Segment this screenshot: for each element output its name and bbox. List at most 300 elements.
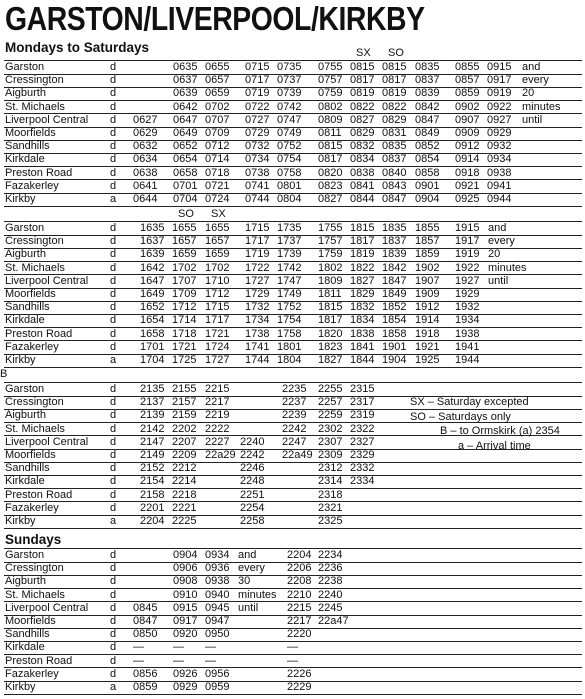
departure-time: 22a29 <box>205 449 236 461</box>
departure-time: 0839 <box>415 87 440 100</box>
arrive-depart-code: d <box>110 314 117 327</box>
frequency-note: every <box>488 235 515 248</box>
departure-time: 1801 <box>277 340 302 353</box>
departure-time: 0627 <box>133 113 158 126</box>
departure-time: 1932 <box>455 301 480 314</box>
arrive-depart-code: d <box>110 575 117 588</box>
frequency-note: 20 <box>488 248 501 261</box>
departure-time: 0847 <box>382 193 407 205</box>
departure-time: 0838 <box>350 166 375 179</box>
departure-time: 0758 <box>277 166 302 179</box>
departure-time: 2240 <box>318 588 343 601</box>
departure-time: 1815 <box>350 222 375 234</box>
departure-time: 1919 <box>455 248 480 261</box>
departure-time: 0652 <box>173 140 198 153</box>
arrive-depart-code: d <box>110 549 117 561</box>
departure-time: 0834 <box>350 153 375 166</box>
departure-time: 0859 <box>455 87 480 100</box>
departure-time: 0637 <box>173 74 198 87</box>
departure-time: 0845 <box>133 601 158 614</box>
arrive-depart-code: d <box>110 327 117 340</box>
departure-time: 1747 <box>277 274 302 287</box>
departure-time: 2225 <box>172 515 197 527</box>
departure-time: 1652 <box>140 301 165 314</box>
departure-time: 2307 <box>318 435 343 448</box>
departure-time: 1744 <box>245 354 270 366</box>
station-name: Cressington <box>5 562 64 575</box>
departure-time: — <box>205 641 216 654</box>
station-name: Fazakerley <box>5 340 59 353</box>
station-name: Moorfields <box>5 615 56 627</box>
departure-time: 0817 <box>350 74 375 87</box>
departure-time: 0815 <box>350 61 375 73</box>
departure-time: 2257 <box>318 396 343 409</box>
departure-time: — <box>205 654 216 667</box>
station-name: Aigburth <box>5 248 46 261</box>
departure-time: 2155 <box>172 383 197 395</box>
service-note-label: SO <box>178 208 194 220</box>
frequency-note: and <box>238 549 257 561</box>
departure-time: 1729 <box>245 288 270 300</box>
departure-time: 0938 <box>487 166 512 179</box>
departure-time: 0852 <box>415 140 440 153</box>
departure-time: 0635 <box>173 61 198 73</box>
departure-time: 1944 <box>455 354 480 366</box>
departure-time: 0908 <box>173 575 198 588</box>
station-name: Moorfields <box>5 449 56 461</box>
departure-time: 0701 <box>173 179 198 192</box>
station-name: Preston Road <box>5 654 73 667</box>
departure-time: 0729 <box>245 127 270 139</box>
departure-time: 0632 <box>133 140 158 153</box>
section-heading-sundays: Sundays <box>5 532 62 547</box>
arrive-depart-code: d <box>110 435 117 448</box>
departure-time: — <box>133 641 144 654</box>
row-divider <box>4 206 582 207</box>
departure-time: 2255 <box>318 383 343 395</box>
departure-time: 0915 <box>173 601 198 614</box>
departure-time: 0857 <box>455 74 480 87</box>
departure-time: 0734 <box>245 153 270 166</box>
departure-time: 1827 <box>350 274 375 287</box>
departure-time: 1829 <box>350 288 375 300</box>
departure-time: 0938 <box>205 575 230 588</box>
departure-time: 1649 <box>140 288 165 300</box>
departure-time: 1811 <box>318 288 342 300</box>
departure-time: 0920 <box>173 628 198 641</box>
arrive-depart-code: d <box>110 166 117 179</box>
departure-time: 0744 <box>245 193 270 205</box>
departure-time: 0658 <box>173 166 198 179</box>
departure-time: 1727 <box>245 274 270 287</box>
arrive-depart-code: d <box>110 74 117 87</box>
departure-time: 1819 <box>350 248 375 261</box>
departure-time: 1822 <box>350 261 375 274</box>
arrive-depart-code: d <box>110 383 117 395</box>
departure-time: 0754 <box>277 153 302 166</box>
departure-time: 0827 <box>350 113 375 126</box>
departure-time: 1738 <box>245 327 270 340</box>
departure-time: 2221 <box>172 501 197 514</box>
departure-time: 2159 <box>172 409 197 422</box>
departure-time: 2235 <box>282 383 307 395</box>
station-name: Garston <box>5 383 45 395</box>
arrive-depart-code: d <box>110 274 117 287</box>
departure-time: 2206 <box>287 562 312 575</box>
departure-time: 0837 <box>382 153 407 166</box>
row-divider <box>4 367 582 368</box>
station-name: St. Michaels <box>5 422 65 435</box>
service-note-label: SX <box>356 47 371 59</box>
departure-time: 2242 <box>282 422 307 435</box>
departure-time: 0659 <box>205 87 230 100</box>
departure-time: 0707 <box>205 113 230 126</box>
arrive-depart-code: d <box>110 562 117 575</box>
departure-time: 1655 <box>172 222 197 234</box>
departure-time: 2152 <box>140 462 165 475</box>
departure-time: 2215 <box>205 383 230 395</box>
arrive-depart-code: d <box>110 641 117 654</box>
departure-time: 1721 <box>205 327 230 340</box>
departure-time: 0737 <box>277 74 302 87</box>
departure-time: 1835 <box>382 222 407 234</box>
departure-time: 0907 <box>455 113 480 126</box>
departure-time: 2158 <box>140 488 165 501</box>
arrive-depart-code: d <box>110 488 117 501</box>
departure-time: 1857 <box>415 235 440 248</box>
departure-time: 2319 <box>350 409 375 422</box>
arrive-depart-code: d <box>110 179 117 192</box>
departure-time: 0801 <box>277 179 302 192</box>
departure-time: 0714 <box>205 153 230 166</box>
departure-time: 0927 <box>487 113 512 126</box>
departure-time: 1841 <box>350 340 375 353</box>
departure-time: 1657 <box>205 235 230 248</box>
departure-time: 0647 <box>173 113 198 126</box>
departure-time: 1901 <box>382 340 407 353</box>
departure-time: 1938 <box>455 327 480 340</box>
departure-time: 0901 <box>415 179 440 192</box>
departure-time: 0755 <box>318 61 343 73</box>
station-name: Kirkby <box>5 354 36 366</box>
departure-time: 1917 <box>455 235 480 248</box>
departure-time: 0641 <box>133 179 158 192</box>
departure-time: 0840 <box>382 166 407 179</box>
departure-time: 0657 <box>205 74 230 87</box>
departure-time: 22a49 <box>282 449 313 461</box>
departure-time: 0847 <box>133 615 158 627</box>
departure-time: 2214 <box>172 475 197 488</box>
departure-time: 1707 <box>172 274 197 287</box>
departure-time: 1912 <box>415 301 440 314</box>
departure-time: 1721 <box>172 340 197 353</box>
departure-time: 0704 <box>173 193 198 205</box>
departure-time: 1755 <box>318 222 343 234</box>
departure-time: 2254 <box>240 501 265 514</box>
departure-time: 2334 <box>350 475 375 488</box>
departure-time: 0819 <box>350 87 375 100</box>
legend-entry: SO – Saturdays only <box>410 410 511 423</box>
departure-time: 2139 <box>140 409 165 422</box>
departure-time: 2259 <box>318 409 343 422</box>
departure-time: 2247 <box>282 435 307 448</box>
departure-time: 2322 <box>350 422 375 435</box>
departure-time: 2149 <box>140 449 165 461</box>
departure-time: 1838 <box>350 327 375 340</box>
departure-time: 1839 <box>382 248 407 261</box>
departure-time: 1701 <box>140 340 165 353</box>
departure-time: 2312 <box>318 462 343 475</box>
arrive-depart-code: a <box>110 193 117 205</box>
frequency-note: until <box>522 113 543 126</box>
departure-time: 0921 <box>455 179 480 192</box>
departure-time: 0918 <box>455 166 480 179</box>
departure-time: 1859 <box>415 248 440 261</box>
departure-time: 2317 <box>350 396 375 409</box>
departure-time: 0718 <box>205 166 230 179</box>
departure-time: 0859 <box>133 681 158 693</box>
departure-time: 0945 <box>205 601 230 614</box>
departure-time: 1817 <box>318 314 343 327</box>
station-name: Kirkby <box>5 515 36 527</box>
departure-time: 0914 <box>455 153 480 166</box>
departure-time: 0757 <box>318 74 343 87</box>
departure-time: 0844 <box>350 193 375 205</box>
departure-time: 2154 <box>140 475 165 488</box>
station-name: Liverpool Central <box>5 113 89 126</box>
departure-time: 0749 <box>277 127 302 139</box>
departure-time: 0815 <box>318 140 343 153</box>
departure-time: 0655 <box>205 61 230 73</box>
departure-time: 1637 <box>140 235 165 248</box>
departure-time: 0925 <box>455 193 480 205</box>
departure-time: 2227 <box>205 435 230 448</box>
departure-time: 1855 <box>415 222 440 234</box>
departure-time: 1714 <box>172 314 197 327</box>
departure-time: 0904 <box>173 549 198 561</box>
departure-time: 2157 <box>172 396 197 409</box>
departure-time: 2217 <box>205 396 230 409</box>
departure-time: 1834 <box>350 314 375 327</box>
departure-time: 2258 <box>240 515 265 527</box>
row-divider <box>4 694 582 695</box>
departure-time: 0644 <box>133 193 158 205</box>
arrive-depart-code: d <box>110 654 117 667</box>
departure-time: 1854 <box>382 314 407 327</box>
departure-time: 0820 <box>318 166 343 179</box>
legend-entry: B – to Ormskirk (a) 2354 <box>440 425 560 437</box>
departure-time: 1717 <box>245 235 270 248</box>
departure-time: 1709 <box>172 288 197 300</box>
departure-time: 0909 <box>455 127 480 139</box>
station-name: Preston Road <box>5 488 73 501</box>
departure-time: 1735 <box>277 222 302 234</box>
arrive-depart-code: a <box>110 354 117 366</box>
departure-time: 1712 <box>205 288 230 300</box>
departure-time: 2215 <box>287 601 312 614</box>
station-name: Moorfields <box>5 288 56 300</box>
departure-time: 0802 <box>318 100 343 113</box>
station-name: Kirkdale <box>5 475 45 488</box>
departure-time: 0917 <box>487 74 512 87</box>
departure-time: 0642 <box>173 100 198 113</box>
departure-time: 1858 <box>382 327 407 340</box>
frequency-note: and <box>522 61 541 73</box>
frequency-note: every <box>522 74 549 87</box>
departure-time: 1657 <box>172 235 197 248</box>
station-name: Sandhills <box>5 301 50 314</box>
departure-time: — <box>133 654 144 667</box>
station-name: Fazakerley <box>5 179 59 192</box>
departure-time: 1847 <box>382 274 407 287</box>
departure-time: 0854 <box>415 153 440 166</box>
departure-time: 1758 <box>277 327 302 340</box>
arrive-depart-code: d <box>110 501 117 514</box>
row-divider <box>4 501 582 502</box>
arrive-depart-code: d <box>110 113 117 126</box>
departure-time: 1724 <box>205 340 230 353</box>
arrive-depart-code: a <box>110 515 117 527</box>
departure-time: 0831 <box>382 127 407 139</box>
departure-time: — <box>173 654 184 667</box>
departure-time: 2219 <box>205 409 230 422</box>
station-name: Aigburth <box>5 409 46 422</box>
departure-time: 2318 <box>318 488 343 501</box>
departure-time: 1832 <box>350 301 375 314</box>
departure-time: 0940 <box>205 588 230 601</box>
arrive-depart-code: d <box>110 449 117 461</box>
departure-time: 0956 <box>205 667 230 680</box>
arrive-depart-code: d <box>110 222 117 234</box>
station-name: Cressington <box>5 235 64 248</box>
departure-time: 2202 <box>172 422 197 435</box>
departure-time: 22a47 <box>318 615 349 627</box>
arrive-depart-code: a <box>110 681 117 693</box>
departure-time: 2327 <box>350 435 375 448</box>
departure-time: 2147 <box>140 435 165 448</box>
arrive-depart-code: d <box>110 628 117 641</box>
departure-time: 2222 <box>205 422 230 435</box>
departure-time: 1817 <box>350 235 375 248</box>
departure-time: 1742 <box>277 261 302 274</box>
departure-time: 2237 <box>282 396 307 409</box>
departure-time: 1717 <box>205 314 230 327</box>
departure-time: 0727 <box>245 113 270 126</box>
station-name: Sandhills <box>5 140 50 153</box>
departure-time: 2321 <box>318 501 343 514</box>
departure-time: — <box>173 641 184 654</box>
departure-time: 0719 <box>245 87 270 100</box>
departure-time: 0741 <box>245 179 270 192</box>
arrive-depart-code: d <box>110 140 117 153</box>
departure-time: 0912 <box>455 140 480 153</box>
departure-time: 2239 <box>282 409 307 422</box>
departure-time: 1918 <box>415 327 440 340</box>
station-name: St. Michaels <box>5 588 65 601</box>
departure-time: 1725 <box>172 354 197 366</box>
departure-time: 0843 <box>382 179 407 192</box>
departure-time: 0715 <box>245 61 270 73</box>
service-note-label: B <box>0 368 8 380</box>
station-name: Garston <box>5 61 45 73</box>
frequency-note: minutes <box>522 100 561 113</box>
departure-time: 1734 <box>245 314 270 327</box>
departure-time: 1759 <box>318 248 343 261</box>
departure-time: 1704 <box>140 354 165 366</box>
departure-time: — <box>287 654 298 667</box>
departure-time: 1732 <box>245 301 270 314</box>
station-name: Moorfields <box>5 127 56 139</box>
departure-time: 0829 <box>382 113 407 126</box>
departure-time: 2236 <box>318 562 343 575</box>
station-name: St. Michaels <box>5 100 65 113</box>
departure-time: 1722 <box>245 261 270 274</box>
arrive-depart-code: d <box>110 61 117 73</box>
departure-time: 0639 <box>173 87 198 100</box>
departure-time: 0922 <box>487 100 512 113</box>
departure-time: 1909 <box>415 288 440 300</box>
departure-time: 1654 <box>140 314 165 327</box>
departure-time: 0724 <box>205 193 230 205</box>
departure-time: 0917 <box>173 615 198 627</box>
departure-time: 0722 <box>245 100 270 113</box>
departure-time: 0941 <box>487 179 512 192</box>
page-title: GARSTON/LIVERPOOL/KIRKBY <box>5 0 425 37</box>
departure-time: 0837 <box>415 74 440 87</box>
departure-time: 0910 <box>173 588 198 601</box>
departure-time: 0841 <box>350 179 375 192</box>
departure-time: 0732 <box>245 140 270 153</box>
departure-time: 2204 <box>140 515 165 527</box>
arrive-depart-code: d <box>110 301 117 314</box>
departure-time: 1941 <box>455 340 480 353</box>
departure-time: 0832 <box>350 140 375 153</box>
departure-time: 1852 <box>382 301 407 314</box>
arrive-depart-code: d <box>110 288 117 300</box>
departure-time: 1647 <box>140 274 165 287</box>
departure-time: 1655 <box>205 222 230 234</box>
frequency-note: minutes <box>238 588 277 601</box>
departure-time: 2325 <box>318 515 343 527</box>
station-name: Kirkdale <box>5 314 45 327</box>
frequency-note: 30 <box>238 575 251 588</box>
departure-time: 0856 <box>133 667 158 680</box>
arrive-depart-code: d <box>110 409 117 422</box>
station-name: St. Michaels <box>5 261 65 274</box>
section-heading-mon-sat: Mondays to Saturdays <box>5 40 150 55</box>
departure-time: 1907 <box>415 274 440 287</box>
departure-time: 0932 <box>487 140 512 153</box>
departure-time: 2245 <box>318 601 343 614</box>
departure-time: 0823 <box>318 179 343 192</box>
departure-time: 0926 <box>173 667 198 680</box>
departure-time: 0904 <box>415 193 440 205</box>
departure-time: 2332 <box>350 462 375 475</box>
departure-time: 0809 <box>318 113 343 126</box>
departure-time: 0649 <box>173 127 198 139</box>
legend-entry: a – Arrival time <box>458 439 531 452</box>
arrive-depart-code: d <box>110 475 117 488</box>
departure-time: 0709 <box>205 127 230 139</box>
departure-time: 1842 <box>382 261 407 274</box>
departure-time: 1922 <box>455 261 480 274</box>
departure-time: 0747 <box>277 113 302 126</box>
departure-time: 1642 <box>140 261 165 274</box>
departure-time: 1715 <box>245 222 270 234</box>
departure-time: 1752 <box>277 301 302 314</box>
departure-time: 0835 <box>382 140 407 153</box>
departure-time: 0929 <box>487 127 512 139</box>
